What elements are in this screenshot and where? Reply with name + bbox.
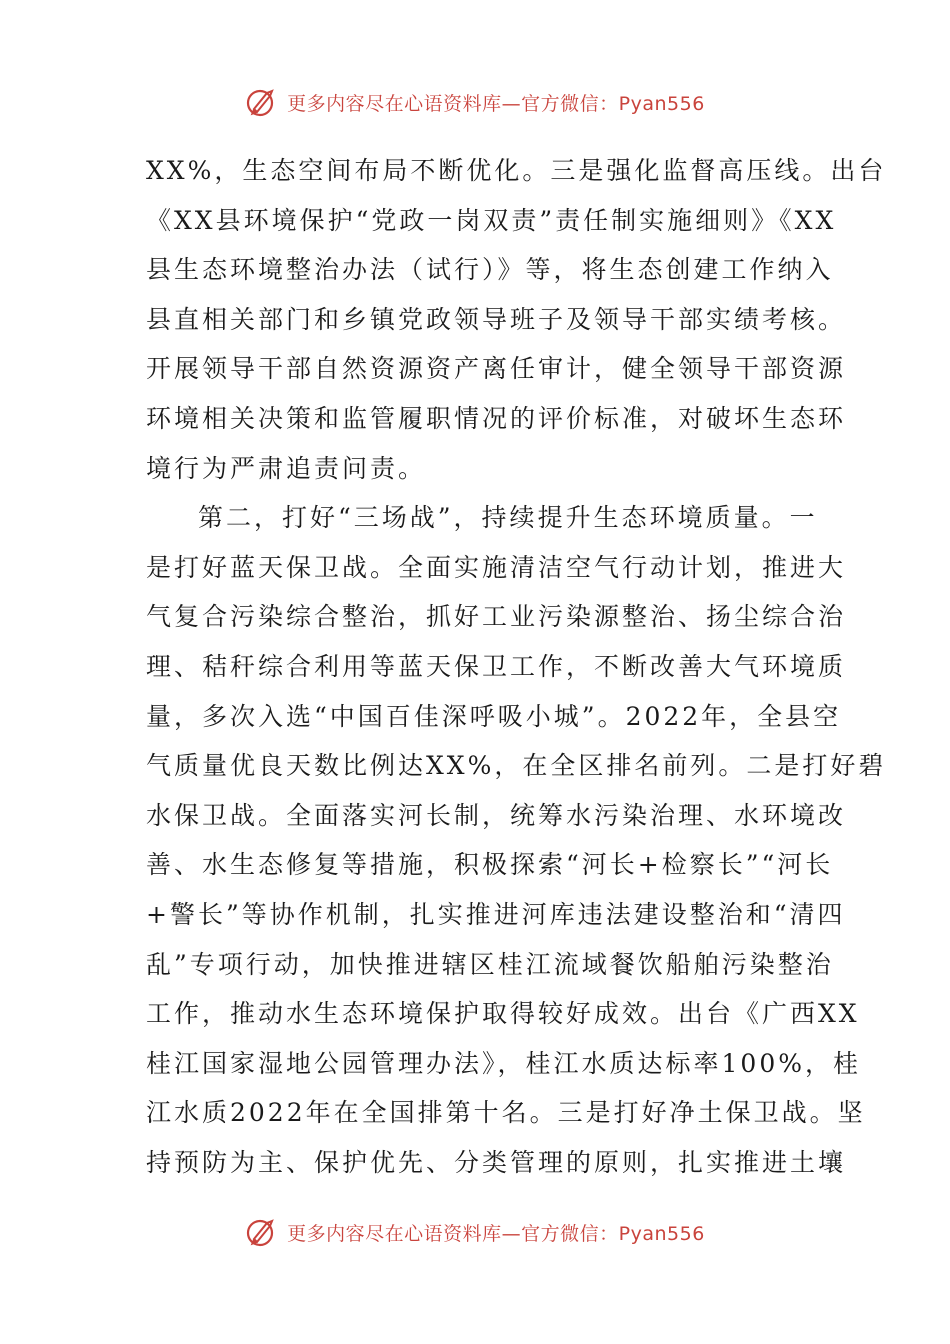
text-line: XX%，生态空间布局不断优化。三是强化监督高压线。出台 xyxy=(146,156,887,185)
text-line: 气质量优良天数比例达XX%，在全区排名前列。二是打好碧 xyxy=(146,751,887,781)
text-line: 县直相关部门和乡镇党政领导班子及领导干部实绩考核。 xyxy=(146,304,847,334)
text-line: 善、水生态修复等措施，积极探索“河长+检察长”“河长 xyxy=(146,850,834,880)
pen-nib-circle-logo-icon xyxy=(245,85,279,119)
watermark-text: 更多内容尽在心语资料库—官方微信：Pyan556 xyxy=(287,92,705,115)
text-line: 量，多次入选“中国百佳深呼吸小城”。2022年，全县空 xyxy=(146,701,842,731)
text-line: 乱”专项行动，加快推进辖区桂江流域餐饮船舶污染整治 xyxy=(146,949,834,979)
text-line: 江水质2022年在全国排第十名。三是打好净土保卫战。坚 xyxy=(146,1098,866,1128)
text-line: 是打好蓝天保卫战。全面实施清洁空气行动计划，推进大 xyxy=(146,552,847,582)
text-line: 县生态环境整治办法（试行）》等，将生态创建工作纳入 xyxy=(146,255,834,285)
text-line: 气复合污染综合整治，抓好工业污染源整治、扬尘综合治 xyxy=(146,602,847,632)
text-line: 工作，推动水生态环境保护取得较好成效。出台《广西XX xyxy=(146,999,860,1029)
text-line: 环境相关决策和监管履职情况的评价标准，对破坏生态环 xyxy=(146,403,847,433)
text-line: 持预防为主、保护优先、分类管理的原则，扎实推进土壤 xyxy=(146,1147,847,1177)
text-line: 《XX县环境保护“党政一岗双责”责任制实施细则》《XX xyxy=(146,205,837,235)
text-line: +警长”等协作机制，扎实推进河库违法建设整治和“清四 xyxy=(146,899,846,929)
text-line: 桂江国家湿地公园管理办法》，桂江水质达标率100%，桂 xyxy=(146,1048,861,1078)
header-watermark xyxy=(0,82,950,122)
paragraph-first-line: 第二，打好“三场战”，持续提升生态环境质量。一 xyxy=(198,503,818,533)
text-line: 理、秸秆综合利用等蓝天保卫工作，不断改善大气环境质 xyxy=(146,651,847,681)
document-body xyxy=(146,146,887,1187)
text-line: 境行为严肃追责问责。 xyxy=(146,453,427,483)
text-line: 水保卫战。全面落实河长制，统筹水污染治理、水环境改 xyxy=(146,800,847,830)
pen-nib-circle-logo-icon xyxy=(245,1215,279,1249)
footer-watermark xyxy=(0,1212,950,1252)
watermark-text: 更多内容尽在心语资料库—官方微信：Pyan556 xyxy=(287,1222,705,1245)
text-line: 开展领导干部自然资源资产离任审计，健全领导干部资源 xyxy=(146,354,847,384)
